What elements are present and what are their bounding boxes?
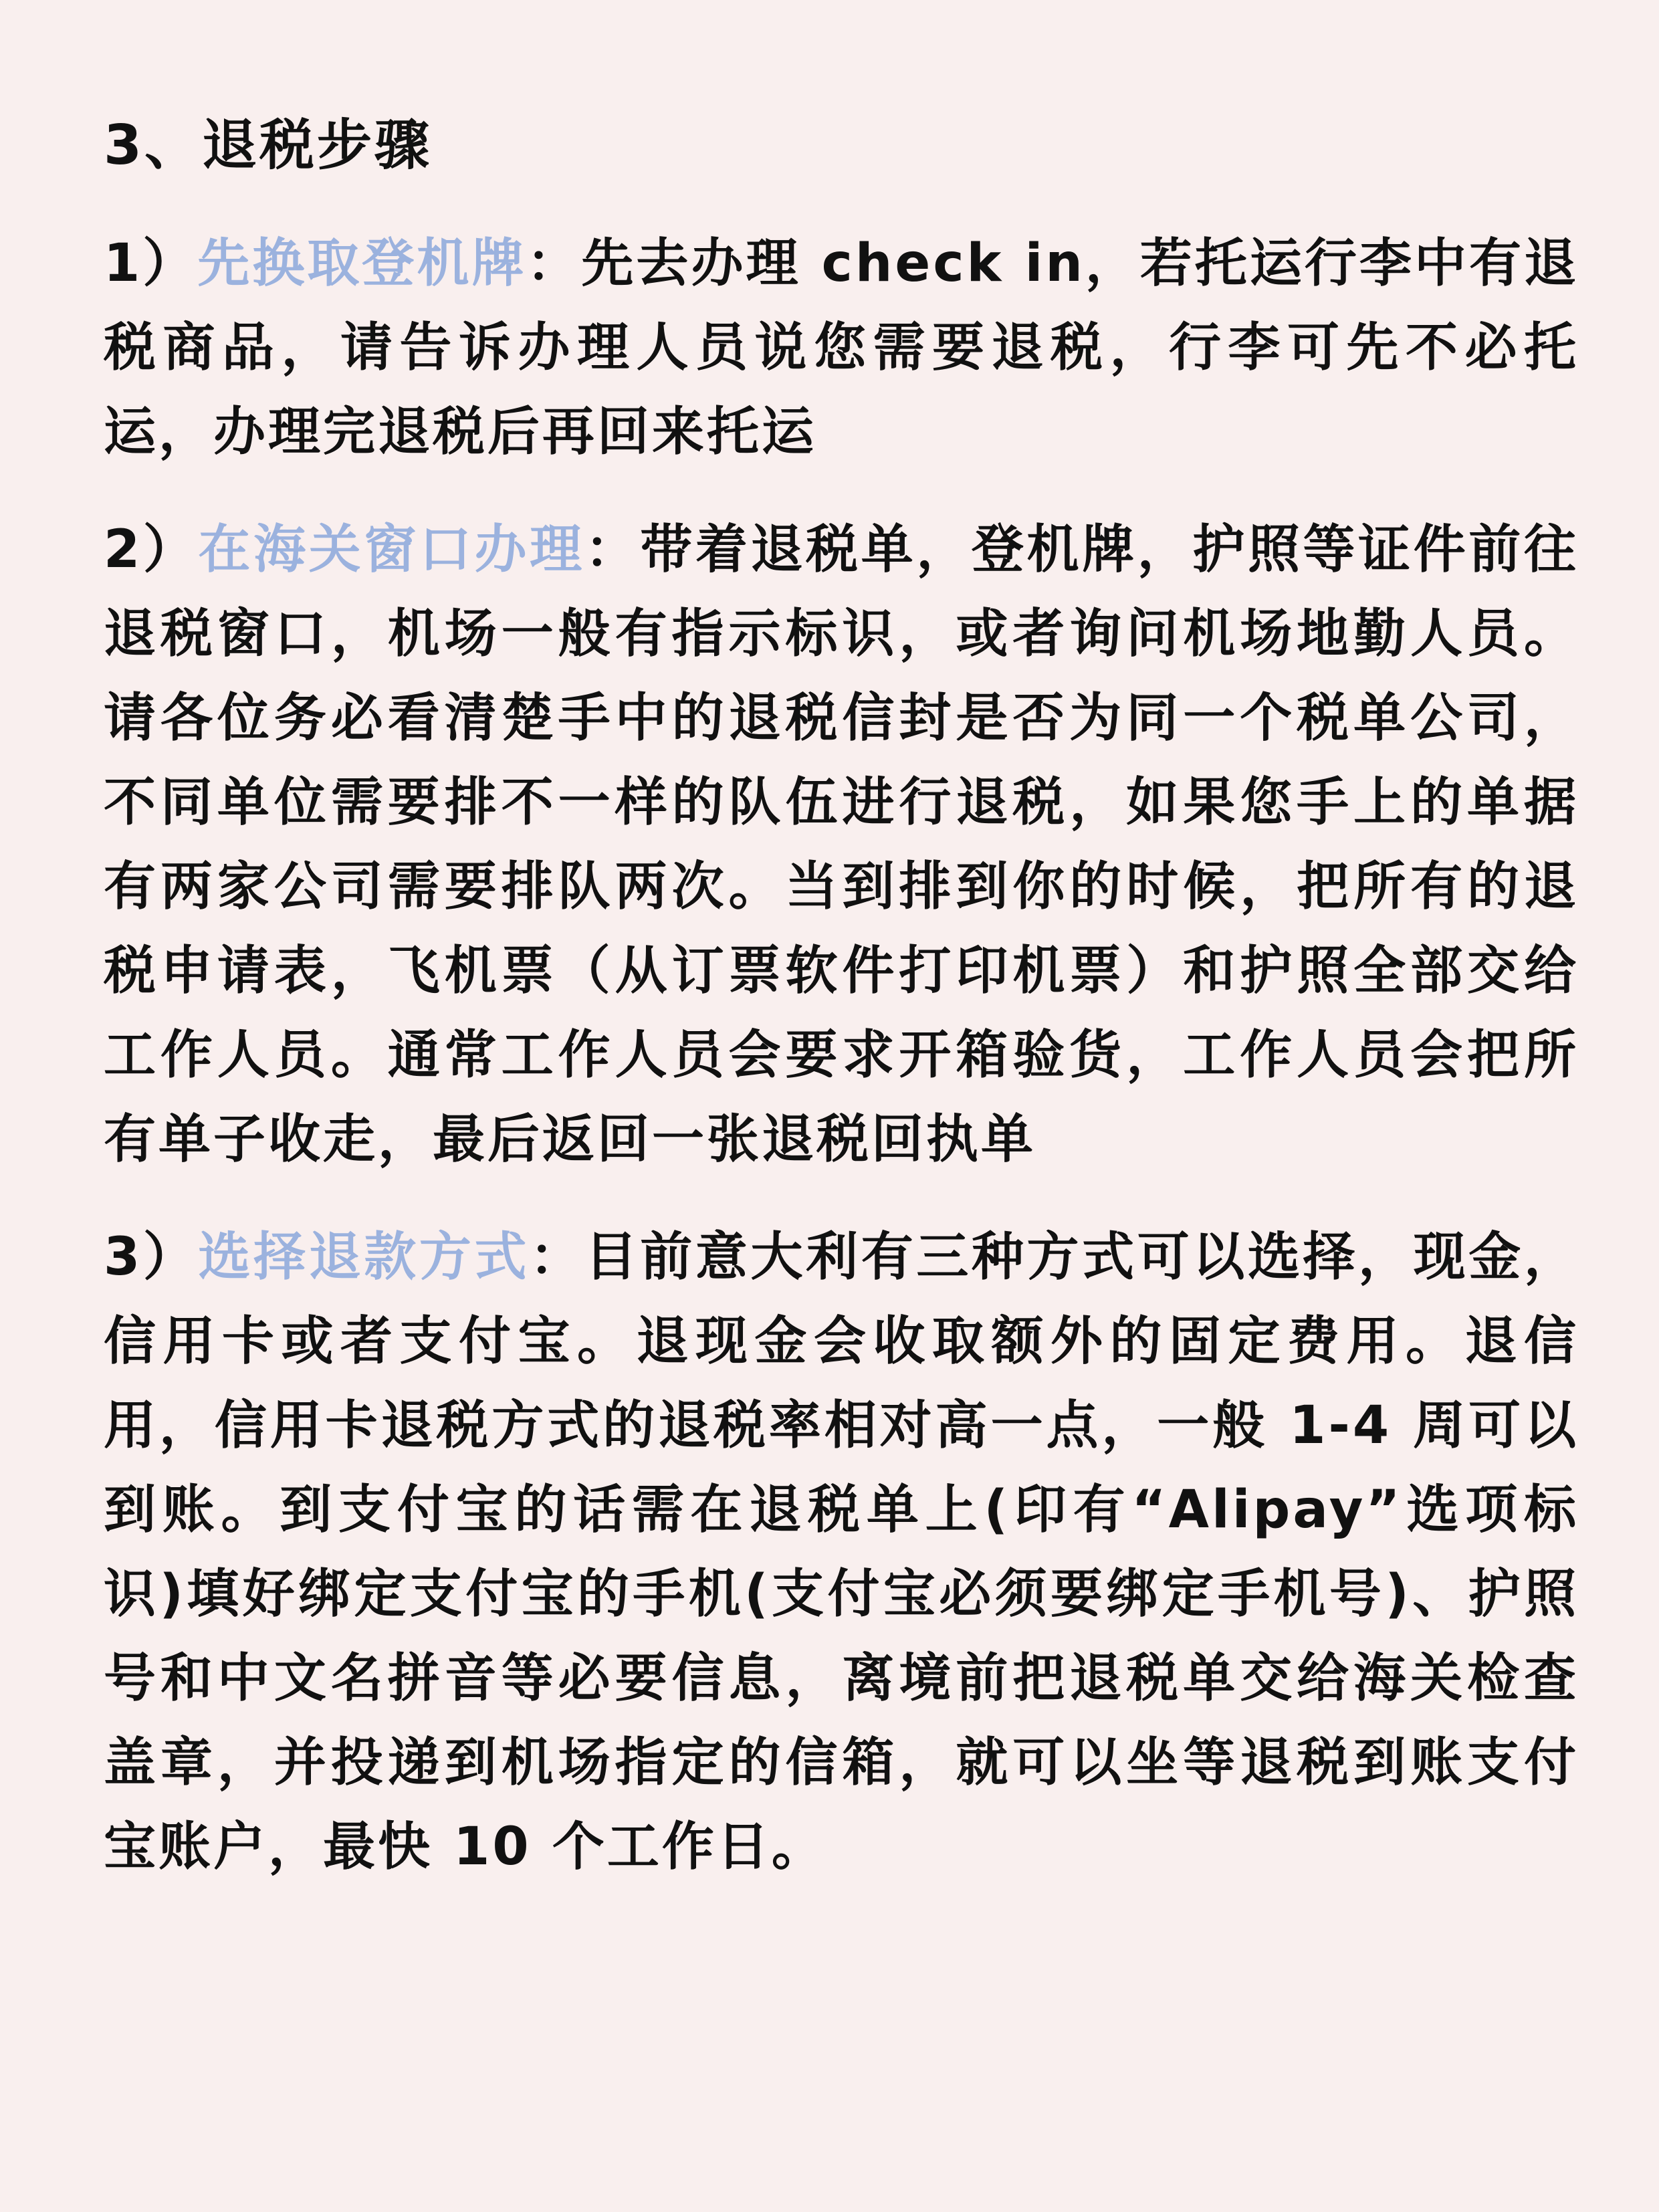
step-1-separator: ： — [526, 233, 582, 294]
step-2-separator: ： — [584, 520, 641, 580]
step-3-title: 选择退款方式 — [198, 1227, 530, 1287]
step-1-title: 先换取登机牌 — [197, 233, 527, 294]
step-3 — [104, 1215, 1579, 1889]
step-2 — [104, 508, 1579, 1182]
step-1-body: 先去办理 check in，若托运行李中有退税商品，请告诉办理人员说您需要退税，行李可先不必托运，办理完退税后再回来托运 — [104, 233, 1579, 462]
step-3-number: 3） — [104, 1227, 199, 1287]
step-2-body: 带着退税单，登机牌，护照等证件前往退税窗口，机场一般有指示标识，或者询问机场地勤人员。请各位务必看清楚手中的退税信封是否为同一个税单公司，不同单位需要排不一样的队伍进行退税，如果您手上的单据有两家公司需要排队两次。当到排到你的时候，把所有的退税申请表，飞机票（从订票软件打印机票）和护照全部交给工作人员。通常工作人员会要求开箱验货，工作人员会把所有单子收走，最后返回一张退税回执单 — [104, 520, 1579, 1170]
step-3-body: 目前意大利有三种方式可以选择，现金，信用卡或者支付宝。退现金会收取额外的固定费用。退信用，信用卡退税方式的退税率相对高一点，一般 1-4 周可以到账。到支付宝的话需在退税单上(印有“Alipay”选项标识)填好绑定支付宝的手机(支付宝必须要绑定手机号)、护照号和中文名拼音等必要信息，离境前把退税单交给海关检查盖章，并投递到机场指定的信箱，就可以坐等退税到账支付宝账户，最快 10 个工作日。 — [104, 1227, 1579, 1877]
section-heading: 3、退税步骤 — [104, 114, 433, 177]
step-1-number: 1） — [104, 233, 198, 294]
step-1 — [104, 221, 1579, 474]
step-2-title: 在海关窗口办理 — [198, 520, 585, 580]
step-3-separator: ： — [530, 1227, 585, 1287]
step-2-number: 2） — [104, 520, 199, 580]
